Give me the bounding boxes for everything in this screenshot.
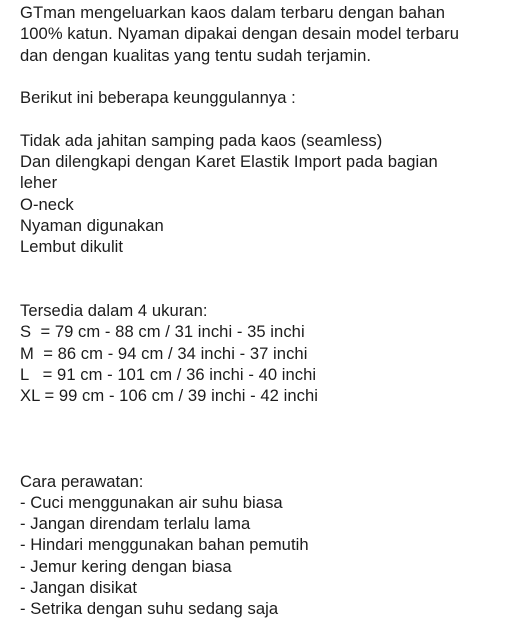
advantage-item: Lembut dikulit [20,237,124,257]
blank-line [20,449,520,470]
care-item: - Jemur kering dengan biasa [20,556,232,576]
intro-line: dan dengan kualitas yang tentu sudah terjamin. [20,45,372,65]
blank-line [20,108,520,129]
size-item: XL = 99 cm - 106 cm / 39 inchi - 42 inchi [20,386,318,406]
advantage-item: Nyaman digunakan [20,215,164,235]
intro-line: GTman mengeluarkan kaos dalam terbaru dengan bahan [20,3,445,22]
size-item: L = 91 cm - 101 cm / 36 inchi - 40 inchi [20,365,317,385]
size-item: M = 86 cm - 94 cm / 34 inchi - 37 inchi [20,343,308,363]
blank-line [20,258,520,279]
advantage-item: leher [20,173,58,193]
blank-line [20,66,520,87]
blank-line [20,407,520,428]
blank-line [20,428,520,449]
intro-line: 100% katun. Nyaman dipakai dengan desain model terbaru [20,24,460,44]
product-description [20,2,520,620]
advantage-item: O-neck [20,194,74,214]
advantage-item: Dan dilengkapi dengan Karet Elastik Import pada bagian [20,152,438,172]
size-item: S = 79 cm - 88 cm / 31 inchi - 35 inchi [20,322,305,342]
care-item: - Cuci menggunakan air suhu biasa [20,492,283,512]
care-item: - Jangan direndam terlalu lama [20,514,251,534]
care-heading: Cara perawatan: [20,471,144,491]
care-item: - Setrika dengan suhu sedang saja [20,599,279,619]
advantage-item: Tidak ada jahitan samping pada kaos (seamless) [20,130,383,150]
blank-line [20,279,520,300]
care-item: - Hindari menggunakan bahan pemutih [20,535,309,555]
care-item: - Jangan disikat [20,578,138,598]
sizes-heading: Tersedia dalam 4 ukuran: [20,301,208,321]
advantages-heading: Berikut ini beberapa keunggulannya : [20,88,296,108]
